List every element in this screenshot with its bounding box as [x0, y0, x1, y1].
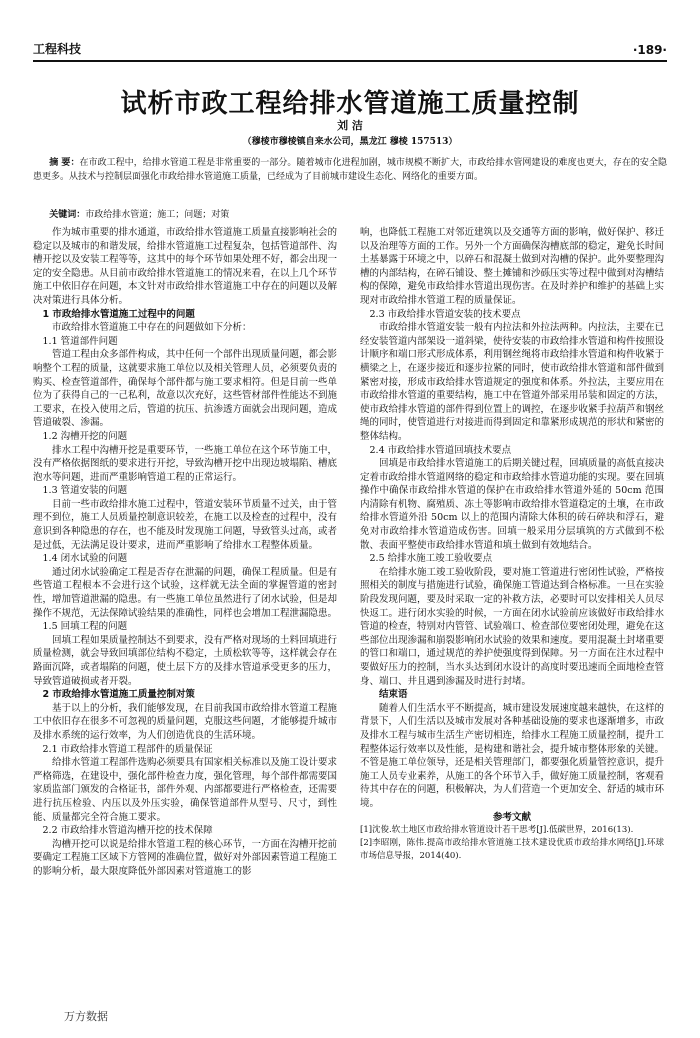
- abstract-label: 摘 要：: [49, 158, 80, 168]
- keywords-label: 关键词：: [49, 210, 86, 220]
- subsection-heading: 1.5 回填工程的问题: [42, 621, 128, 633]
- paragraph: 管道工程由众多部件构成，其中任何一个部件出现质量问题，都会影响整个工程的质量，这就要求施工单位以及相关管理人员，必须要负责的购买、检查管道部件，确保每个部件都与施工要求相符。但是目前一些单位为了获得自己的一己私利，故意以次充好，这些管材部件性能达不到施工要求，在投入使用之后，管道的抗压、抗渗透方面就会出现问题，造成管道破裂、渗漏。: [33, 349, 338, 429]
- header-rule: [33, 60, 667, 62]
- keywords-text: 市政给排水管道；施工；问题；对策: [85, 210, 230, 220]
- right-column: [360, 226, 664, 863]
- section-heading: 2 市政给排水管道施工质量控制对策: [42, 689, 195, 701]
- paragraph: 基于以上的分析，我们能够发现，在目前我国市政给排水管道工程施工中依旧存在很多不可忽视的质量问题，克服这些问题，才能够提升城市及排水系统的运行效率，为人们创造优良的生活环境。: [33, 702, 338, 741]
- paragraph: 作为城市重要的排水通道，市政给排水管道施工质量直接影响社会的稳定以及城市的和谐发展，给排水管道施工过程复杂，包括管道部件、沟槽开挖以及安装工程等等，这其中的每个环节如果处理不好，都会出现一定的安全隐患。从目前市政给排水管道施工的情况来看，在以上几个环节施工中依旧存在问题，本文针对市政给排水管道施工中存在的问题以及解决对策进行具体分析。: [33, 227, 338, 306]
- paragraph: 目前一些市政给排水施工过程中，管道安装环节质量不过关，由于管理不到位，施工人员质量控制意识较差，在施工以及检查的过程中，没有意识到各种隐患的存在，也不能及时发现施工问题，导致管头过高，或者是过低，无法满足设计要求，进而严重影响了给排水工程整体质量。: [33, 498, 338, 551]
- subsection-heading: 2.5 给排水施工竣工验收要点: [369, 553, 493, 565]
- paragraph: 沟槽开挖可以说是给排水管道工程的核心环节，一方面在沟槽开挖前要确定工程施工区域下方管网的准确位置，做好对外部因素管道工程施工的影响分析，最大限度降低外部因素对管道施工的影: [33, 838, 338, 877]
- author: 刘 洁: [337, 119, 363, 132]
- subsection-heading: 1.4 闭水试验的问题: [42, 553, 128, 565]
- paragraph: 市政给排水管道安装一般有内拉法和外拉法两种。内拉法，主要在已经安装管道内部架设一道斜梁，使待安装的市政给排水管道和构件按照设计顺序和端口形式形成体系，利用钢丝绳将市政给排水管道和构件收紧于横梁之上，在逐步接近和逐步拉紧的同时，使市政给排水管道和部件做到紧密对接，形成市政给排水管道规定的强度和体系。外拉法，主要应用在市政给排水管道的重要结构，施工中在管道外部采用吊装和固定的方法，使市政给排水管道的部件得到位置上的调控，在逐步收紧手拉葫芦和钢丝绳的同时，使管道进行对接进而得到固定和靠紧形成规范的形状和紧密的整体结构。: [360, 322, 665, 442]
- subsection-heading: 2.1 市政给排水管道工程部件的质量保证: [42, 743, 213, 755]
- subsection-heading: 2.2 市政给排水管道沟槽开挖的技术保障: [42, 825, 213, 837]
- journal-section: 工程科技: [33, 42, 82, 56]
- reference-item: [2]李昭刚，陈伟.提高市政给排水管道施工技术建设优质市政给排水网络[J].环球市场信息导报，2014(40).: [360, 838, 664, 862]
- subsection-heading: 2.4 市政给排水管道回填技术要点: [369, 444, 512, 456]
- keywords: [33, 208, 667, 222]
- section-heading: 1 市政给排水管道施工过程中的问题: [42, 308, 195, 320]
- left-column: [33, 226, 337, 879]
- subsection-heading: 1.3 管道安装的问题: [42, 485, 128, 497]
- paragraph: 给排水管道工程部件选购必须要具有国家相关标准以及施工设计要求严格筛选，在建设中，强化部件检查力度，强化管理，每个部件都需要国家质监部门颁发的合格证书，部件外观、内部都要进行严格检查，还需要进行抗压检验、内压以及外压实验，确保管道部件从型号、尺寸，到性能、质量都完全符合施工要求。: [33, 757, 338, 823]
- conclusion-heading: 结束语: [379, 689, 408, 701]
- paragraph: 在给排水施工竣工验收阶段，要对施工管道进行密闭性试验，严格按照相关的制度与措施进行试验，确保施工管道达到合格标准。一旦在实验阶段发现问题，要及时采取一定的补救方法，必要时可以安排相关人员尽快返工。进行闭水实验的时候，一方面在闭水试验前应该做好市政给排水管道的检查，特别对内管管、试验端口、检查部位要密闭处理，避免在这些部位出现渗漏和崩裂影响闭水试验的效果和速度。要用混凝土封堵重要的管口和端口，通过规范的养护使强度得到保障。另一方面在注水过程中要做好压力的控制，当水头达到闭水设计的高度时要迅速而全面地检查管身、端口、井且遇到渗漏及时进行封堵。: [360, 566, 665, 687]
- running-header: [33, 40, 667, 57]
- affiliation: （穆棱市穆棱镇自来水公司，黑龙江 穆棱 157513）: [242, 137, 458, 147]
- reference-item: [1]沈俊.软土地区市政给排水管道设计若干思考[J].低碳世界，2016(13).: [360, 825, 634, 836]
- abstract-text: 在市政工程中，给排水管道工程是非常重要的一部分。随着城市化进程加剧，城市规模不断扩大，市政给排水管网建设的难度也更大，存在的安全隐患更多。从技术与控制层面强化市政给排水管道施工质量，已经成为了目前城市建设生态化、网络化的重要方面。: [33, 158, 667, 182]
- paragraph: 随着人们生活水平不断提高，城市建设发展速度越来越快，在这样的背景下，人们生活以及城市发展对各种基础设施的要求也逐渐增多，市政及排水工程与城市生活生产密切相连，给排水工程施工质量控制，提升工程整体运行效率以及性能，是构建和谐社会，提升城市整体形象的关键。不管是施工单位领导，还是相关管理部门，都要强化质量管控意识，提升施工人员专业素养，从施工的各个环节入手，做好施工质量控制，客观看待其中存在的问题，积极解决，为人们营造一个更加安全、舒适的城市环境。: [360, 702, 665, 809]
- subsection-heading: 1.1 管道部件问题: [42, 335, 118, 347]
- paragraph: 市政给排水管道施工中存在的问题做如下分析：: [52, 322, 252, 334]
- footer-watermark: 万方数据: [64, 1010, 108, 1023]
- page-number: ·189·: [632, 43, 667, 57]
- paragraph: 回填工程如果质量控制达不到要求，没有严格对现场的土料回填进行质量检测，就会导致回填部位结构不稳定，土质松软等等，这样就会存在路面沉降，或者塌陷的问题，使土层下方的及排水管道承受更多的压力，导致管道破损或者开裂。: [33, 634, 338, 687]
- subsection-heading: 2.3 市政给排水管道安装的技术要点: [369, 308, 521, 320]
- paper-title: 试析市政工程给排水管道施工质量控制: [120, 89, 580, 119]
- abstract: [33, 156, 667, 184]
- paragraph: 回填是市政给排水管道施工的后期关键过程，回填质量的高低直接决定着市政给排水管道网络的稳定和市政给排水管道功能的实现。要在回填操作中确保市政给排水管道的保护在市政给排水管道外延的 50cm 范围内清除有机物、腐殖质、冻土等影响市政给排水管道稳定的土壤，在市政给排水管道外沿 50cm 以上的范围内清除大体积的砖石碎块和浮石，避免对市政给排水管道造成伤害。回填一般采用分层填筑的方式做到不松散、表面平整使市政给排水管道和填土做到有效地结合。: [360, 458, 665, 551]
- paragraph-continued: 响，也降低工程施工对邻近建筑以及交通等方面的影响，做好保护、移迁以及治理等方面的工作。另外一个方面确保沟槽底部的稳定，避免长时间土基暴露于环境之中，以碎石和混凝土做到对沟槽的保护。此外要整理沟槽的内部结构，在碎石铺设、整土摊铺和沙砾压实等过程中做到对沟槽结构的保障，避免市政给排水管道出现伤害。在及时养护和维护的基础上实现对市政给排水管道工程的质量保证。: [360, 227, 665, 306]
- subsection-heading: 1.2 沟槽开挖的问题: [42, 430, 128, 442]
- paragraph: 排水工程中沟槽开挖是重要环节，一些施工单位在这个环节施工中，没有严格依据图纸的要求进行开挖，导致沟槽开挖中出现边坡塌陷、槽底泡水等问题，进而严重影响管道工程的正常运行。: [33, 444, 338, 483]
- references-heading: 参考文献: [492, 811, 531, 823]
- paragraph: 通过闭水试验确定工程是否存在泄漏的问题，确保工程质量。但是有些管道工程根本不会进行这个试验，这样就无法全面的掌握管道的密封性，增加管道泄漏的隐患。有一些施工单位虽然进行了闭水试验，但是却操作不规范，无法保障试验结果的准确性，同样也会增加工程泄漏隐患。: [33, 566, 338, 619]
